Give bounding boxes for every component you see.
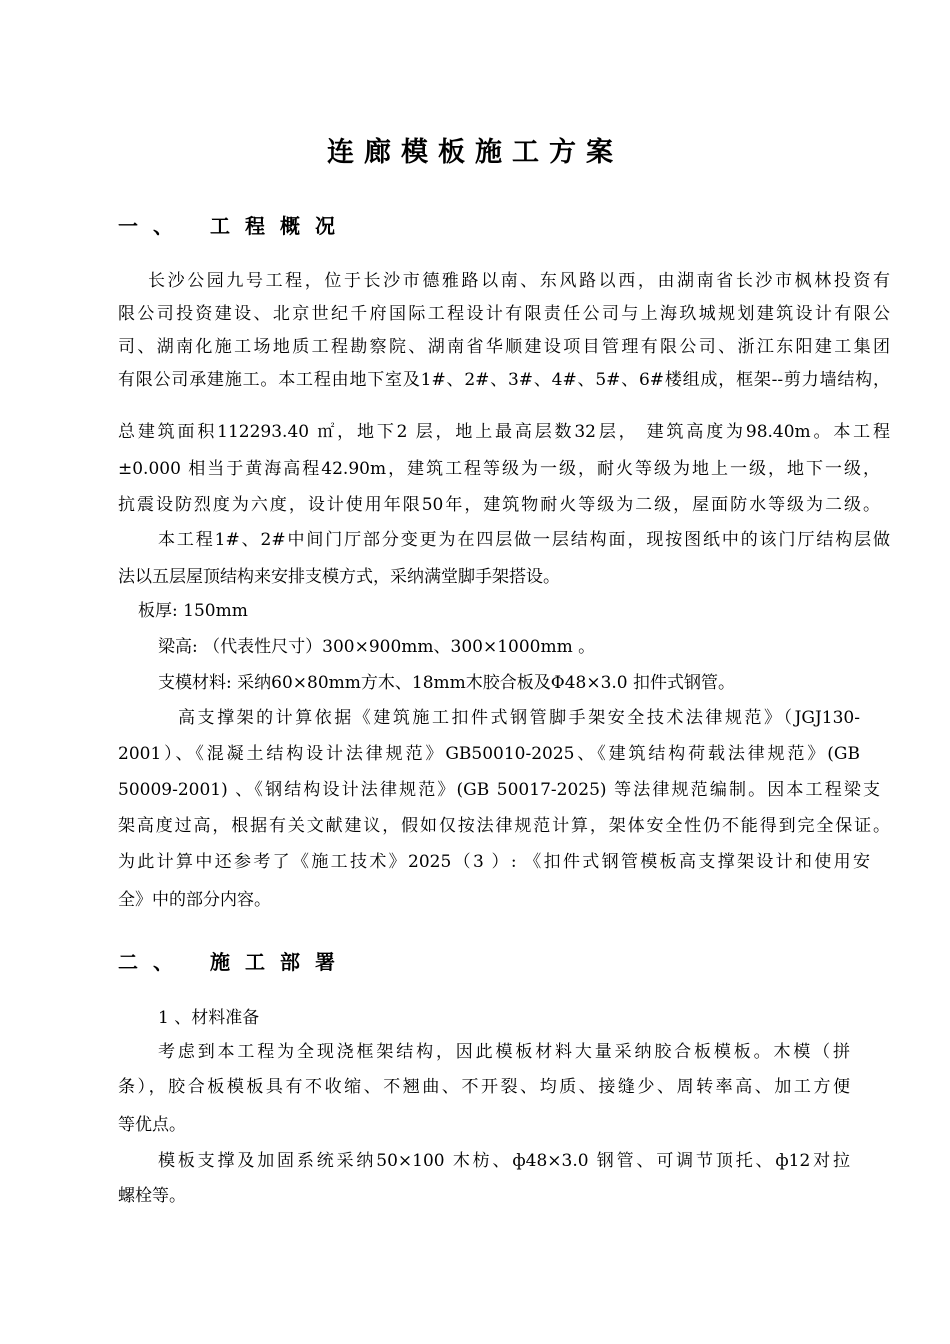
paragraph-line: 司、湖南化施工场地质工程勘察院、湖南省华顺建设项目管理有限公司、浙江东阳建工集团 [118, 337, 890, 357]
paragraph-line: 架高度过高，根据有关文献建议，假如仅按法律规范计算，架体安全性仍不能得到完全保证。 [118, 816, 890, 836]
paragraph-line: 本工程1#、2#中间门厅部分变更为在四层做一层结构面，现按图纸中的该门厅结构层做 [158, 530, 890, 550]
subheading-materials: 1 、材料准备 [158, 1008, 260, 1028]
paragraph-line: 条），胶合板模板具有不收缩、不翘曲、不开裂、均质、接缝少、周转率高、加工方便 [118, 1077, 850, 1097]
paragraph-line: 模板支撑及加固系统采纳50×100 木枋、ф48×3.0 钢管、可调节顶托、ф12对拉 [158, 1151, 850, 1171]
paragraph-line: 长沙公园九号工程，位于长沙市德雅路以南、东风路以西，由湖南省长沙市枫林投资有 [148, 271, 890, 291]
paragraph-line: 50009-2001) 、《钢结构设计法律规范》(GB 50017-2025) 等法律规范编制。因本工程梁支 [118, 780, 880, 800]
paragraph-line: 考虑到本工程为全现浇框架结构，因此模板材料大量采纳胶合板模板。木模（拼 [158, 1042, 850, 1062]
paragraph-line: 2001）、《混凝土结构设计法律规范》GB50010-2025、《建筑结构荷载法律规范》(GB [118, 744, 860, 764]
paragraph-line: 螺栓等。 [118, 1186, 186, 1206]
slab-thickness: 板厚: 150mm [138, 601, 248, 621]
paragraph-line: ±0.000 相当于黄海高程42.90m，建筑工程等级为一级，耐火等级为地上一级，地下一级， [118, 459, 880, 479]
formwork-material: 支模材料: 采纳60×80mm方木、18mm木胶合板及Φ48×3.0 扣件式钢管。 [158, 673, 736, 693]
paragraph-line: 有限公司承建施工。本工程由地下室及1#、2#、3#、4#、5#、6#楼组成，框架--剪力墙结构， [118, 370, 890, 390]
paragraph-line: 高支撑架的计算依据《建筑施工扣件式钢管脚手架安全技术法律规范》（JGJ130- [178, 708, 860, 728]
paragraph-line: 等优点。 [118, 1115, 186, 1135]
section-heading-deployment: 二、 施工部署 [118, 950, 350, 974]
document-title: 连廊模板施工方案 [327, 137, 623, 168]
section-heading-overview: 一、 工程概况 [118, 214, 350, 238]
paragraph-line: 限公司投资建设、北京世纪千府国际工程设计有限责任公司与上海玖城规划建筑设计有限公 [118, 304, 890, 324]
paragraph-line: 全》中的部分内容。 [118, 890, 271, 910]
beam-height: 梁高: （代表性尺寸）300×900mm、300×1000mm 。 [158, 637, 596, 657]
paragraph-line: 法以五层屋顶结构来安排支模方式，采纳满堂脚手架搭设。 [118, 567, 560, 587]
paragraph-line: 为此计算中还参考了《施工技术》2025（3 ）: 《扣件式钢管模板高支撑架设计和使用安 [118, 852, 870, 872]
paragraph-line: 抗震设防烈度为六度，设计使用年限50年，建筑物耐火等级为二级，屋面防水等级为二级。 [118, 495, 880, 515]
paragraph-line: 总建筑面积112293.40 ㎡，地下2 层，地上最高层数32层， 建筑高度为98.40m。本工程 [118, 422, 890, 442]
